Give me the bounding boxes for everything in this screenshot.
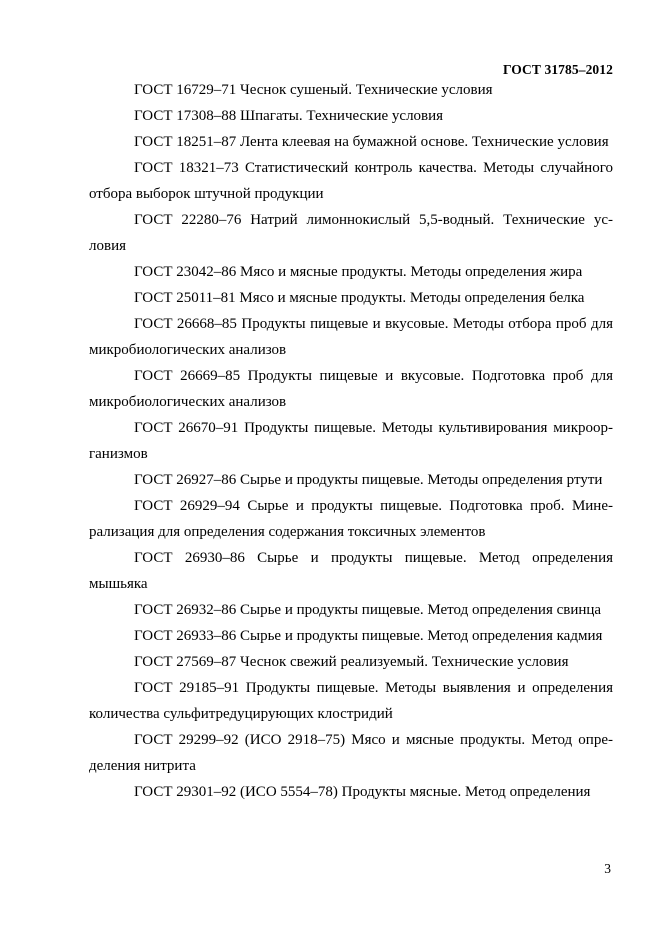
standard-entry: ГОСТ 26668–85 Продукты пищевые и вкусовые. Методы отбора проб для микробиологических анализов xyxy=(89,316,613,358)
standard-entry: ГОСТ 29299–92 (ИСО 2918–75) Мясо и мясные продукты. Метод определения нитрита xyxy=(89,732,613,774)
page-number: 3 xyxy=(604,861,611,876)
standard-entry: ГОСТ 22280–76 Натрий лимоннокислый 5,5-водный. Технические условия xyxy=(89,212,613,254)
standard-entry: ГОСТ 26933–86 Сырье и продукты пищевые. Метод определения кадмия xyxy=(134,628,603,644)
standard-entry: ГОСТ 26927–86 Сырье и продукты пищевые. Методы определения ртути xyxy=(134,472,603,488)
standard-entry: ГОСТ 18251–87 Лента клеевая на бумажной основе. Технические условия xyxy=(134,134,609,150)
standard-entry: ГОСТ 18321–73 Статистический контроль качества. Методы случайного отбора выборок штучной продукции xyxy=(89,160,613,202)
document-header: ГОСТ 31785–2012 xyxy=(502,62,613,77)
standard-entry: ГОСТ 26932–86 Сырье и продукты пищевые. Метод определения свинца xyxy=(134,602,602,618)
standards-list xyxy=(89,77,613,805)
standard-entry: ГОСТ 17308–88 Шпагаты. Технические условия xyxy=(134,108,444,124)
standard-entry: ГОСТ 29301–92 (ИСО 5554–78) Продукты мясные. Метод определения xyxy=(134,784,591,800)
standard-entry: ГОСТ 26930–86 Сырье и продукты пищевые. Метод определения мышьяка xyxy=(89,550,613,592)
standard-entry: ГОСТ 29185–91 Продукты пищевые. Методы выявления и определения количества сульфитредуцирующих клостридий xyxy=(89,680,613,722)
standard-entry: ГОСТ 26669–85 Продукты пищевые и вкусовые. Подготовка проб для микробиологических анализов xyxy=(89,368,613,410)
standard-entry: ГОСТ 23042–86 Мясо и мясные продукты. Методы определения жира xyxy=(134,264,583,280)
standard-entry: ГОСТ 26670–91 Продукты пищевые. Методы культивирования микроорганизмов xyxy=(89,420,613,462)
standard-entry: ГОСТ 26929–94 Сырье и продукты пищевые. Подготовка проб. Минерализация для определения содержания токсичных элементов xyxy=(89,498,613,540)
standard-entry: ГОСТ 27569–87 Чеснок свежий реализуемый. Технические условия xyxy=(134,654,569,670)
standard-entry: ГОСТ 16729–71 Чеснок сушеный. Технические условия xyxy=(134,82,493,98)
standard-entry: ГОСТ 25011–81 Мясо и мясные продукты. Методы определения белка xyxy=(134,290,585,306)
